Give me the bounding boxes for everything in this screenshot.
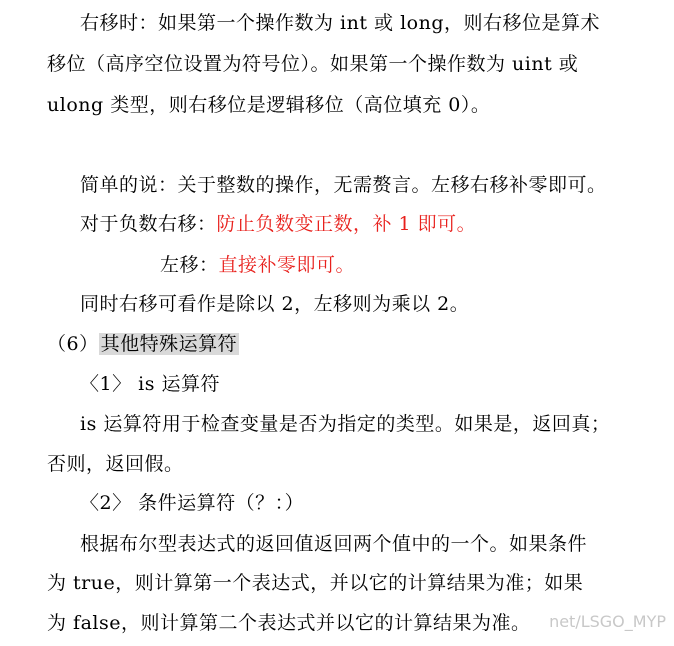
section-number: （6） xyxy=(47,333,99,355)
is-operator-desc-line-1: is 运算符用于检查变量是否为指定的类型。如果是，返回真； xyxy=(80,413,611,435)
conditional-desc-line-2: 为 true，则计算第一个表达式，并以它的计算结果为准；如果 xyxy=(47,572,584,594)
is-operator-desc-line-2: 否则，返回假。 xyxy=(47,453,184,475)
section-heading xyxy=(47,331,239,357)
multiply-divide-line: 同时右移可看作是除以 2，左移则为乘以 2。 xyxy=(80,293,470,315)
negative-right-shift-line xyxy=(80,211,476,237)
is-operator-heading: 〈1〉 is 运算符 xyxy=(80,373,220,395)
shift-right-line-3: ulong 类型，则右移位是逻辑移位（高位填充 0）。 xyxy=(47,94,491,116)
shift-right-line-2: 移位（高序空位设置为符号位）。如果第一个操作数为 uint 或 xyxy=(47,53,579,75)
left-shift-value: 直接补零即可。 xyxy=(218,254,356,276)
left-shift-label: 左移： xyxy=(160,254,219,276)
negative-right-shift-label: 对于负数右移： xyxy=(80,213,217,235)
watermark: net/LSGO_MYP xyxy=(549,612,666,631)
conditional-desc-line-1: 根据布尔型表达式的返回值返回两个值中的一个。如果条件 xyxy=(80,533,588,555)
conditional-operator-heading: 〈2〉 条件运算符（？：） xyxy=(80,492,305,514)
left-shift-line xyxy=(160,252,355,278)
section-title: 其他特殊运算符 xyxy=(100,333,238,355)
shift-right-line-1: 右移时：如果第一个操作数为 int 或 long，则右移位是算术 xyxy=(80,12,600,34)
negative-right-shift-value: 防止负数变正数，补 1 即可。 xyxy=(216,213,477,235)
summary-line: 简单的说：关于整数的操作，无需赘言。左移右移补零即可。 xyxy=(80,174,607,196)
conditional-desc-line-3: 为 false，则计算第二个表达式并以它的计算结果为准。 xyxy=(47,612,531,634)
